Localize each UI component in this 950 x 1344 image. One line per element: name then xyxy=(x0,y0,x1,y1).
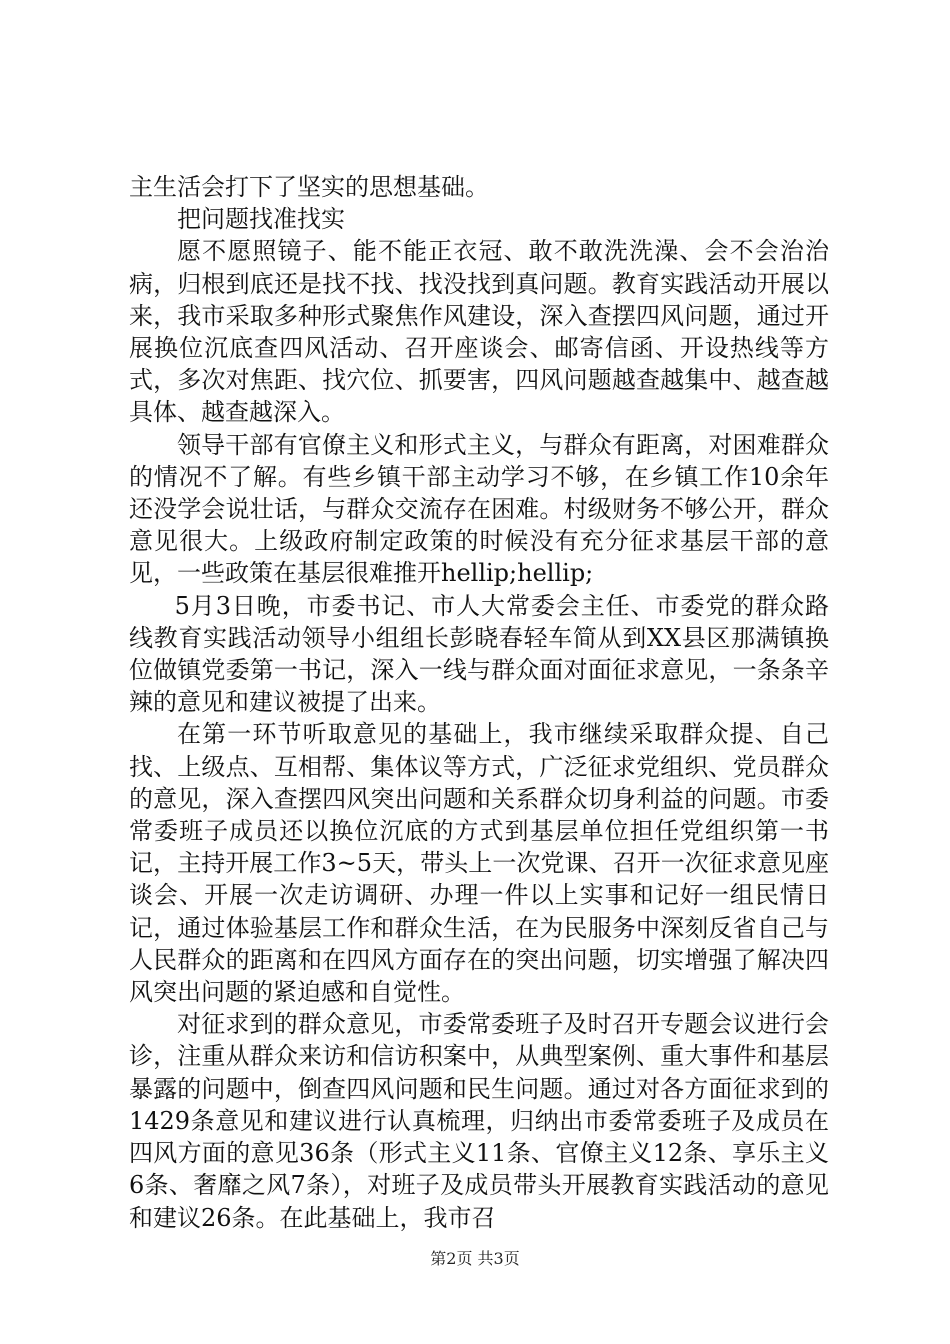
paragraph: 在第一环节听取意见的基础上，我市继续采取群众提、自己找、上级点、互相帮、集体议等方式，广泛征求党组织、党员群众的意见，深入查摆四风突出问题和关系群众切身利益的问题。市委常委班子成员还以换位沉底的方式到基层单位担任党组织第一书记，主持开展工作3~5天，带头上一次党课、召开一次征求意见座谈会、开展一次走访调研、办理一件以上实事和记好一组民情日记，通过体验基层工作和群众生活，在为民服务中深刻反省自己与人民群众的距离和在四风方面存在的突出问题，切实增强了解决四风突出问题的紧迫感和自觉性。 xyxy=(129,720,829,1007)
section-heading: 把问题找准找实 xyxy=(177,205,345,234)
page-number-footer: 第2页 共3页 xyxy=(430,1249,520,1268)
paragraph: 愿不愿照镜子、能不能正衣冠、敢不敢洗洗澡、会不会治治病，归根到底还是找不找、找没找到真问题。教育实践活动开展以来，我市采取多种形式聚焦作风建设，深入查摆四风问题，通过开展换位沉底查四风活动、召开座谈会、邮寄信函、开设热线等方式，多次对焦距、找穴位、抓要害，四风问题越查越集中、越查越具体、越查越深入。 xyxy=(129,237,829,427)
paragraph: 领导干部有官僚主义和形式主义，与群众有距离，对困难群众的情况不了解。有些乡镇干部主动学习不够，在乡镇工作10余年还没学会说壮话，与群众交流存在困难。村级财务不够公开，群众意见很大。上级政府制定政策的时候没有充分征求基层干部的意见，一些政策在基层很难推开hellip;hellip; xyxy=(129,430,829,588)
document-body xyxy=(129,171,829,1234)
paragraph: 5月3日晚，市委书记、市人大常委会主任、市委党的群众路线教育实践活动领导小组组长彭晓春轻车简从到XX县区那满镇换位做镇党委第一书记，深入一线与群众面对面征求意见，一条条辛辣的意见和建议被提了出来。 xyxy=(129,591,829,717)
paragraph-continuation: 主生活会打下了坚实的思想基础。 xyxy=(129,173,489,201)
paragraph: 对征求到的群众意见，市委常委班子及时召开专题会议进行会诊，注重从群众来访和信访积案中，从典型案例、重大事件和基层暴露的问题中，倒查四风问题和民生问题。通过对各方面征求到的1429条意见和建议进行认真梳理，归纳出市委常委班子及成员在四风方面的意见36条（形式主义11条、官僚主义12条、享乐主义6条、奢靡之风7条），对班子及成员带头开展教育实践活动的意见和建议26条。在此基础上，我市召 xyxy=(129,1010,829,1232)
